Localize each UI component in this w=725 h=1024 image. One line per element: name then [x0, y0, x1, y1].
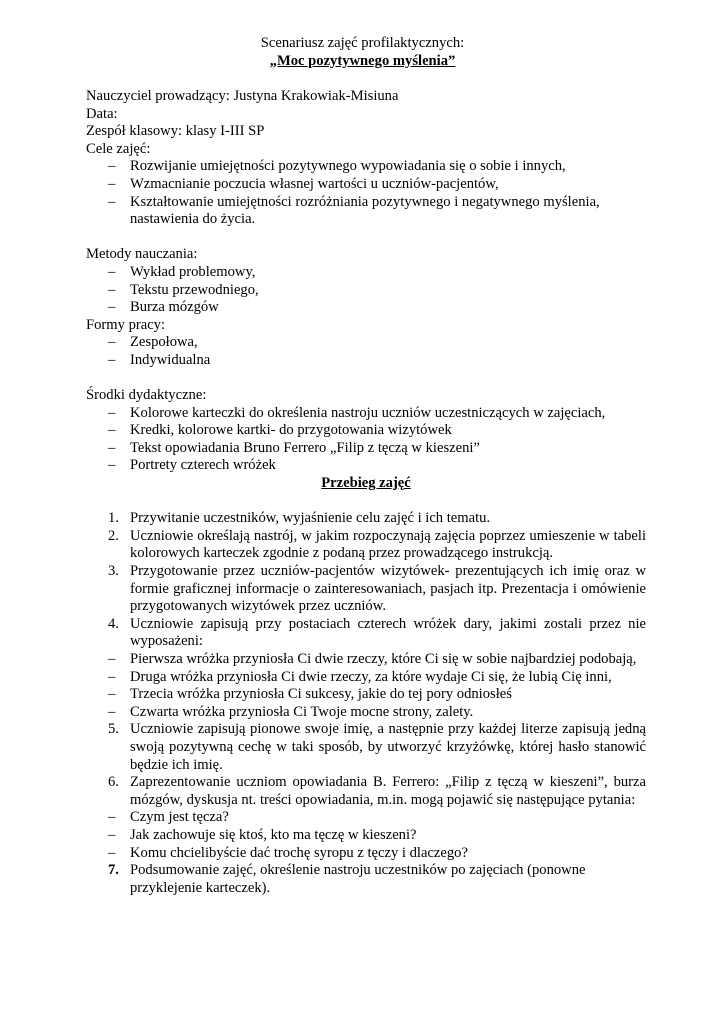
- spacer: [86, 229, 646, 247]
- step-subitem: – Druga wróżka przyniosła Ci dwie rzeczy, za które wydaje Ci się, że lubią Cię inni,: [108, 668, 612, 685]
- course-steps: [86, 510, 646, 897]
- dash-bullet: –: [108, 334, 116, 351]
- dash-bullet: –: [108, 651, 116, 667]
- dash-bullet: –: [108, 686, 116, 703]
- list-item: – Kredki, kolorowe kartki- do przygotowania wizytówek: [108, 422, 452, 439]
- spacer: [86, 370, 646, 388]
- dash-bullet: –: [108, 281, 116, 298]
- step-number: 2.: [108, 527, 119, 544]
- forms-list: [86, 334, 646, 369]
- list-item: – Tekstu przewodniego,: [108, 281, 259, 298]
- step-number: 5.: [108, 721, 119, 738]
- step-number: 7.: [108, 862, 119, 879]
- list-item: – Wykład problemowy,: [108, 263, 256, 280]
- date-line: Data:: [86, 105, 118, 122]
- step-number: 4.: [108, 615, 119, 632]
- goals-list: [86, 158, 646, 228]
- step-subitem: – Trzecia wróżka przyniosła Ci sukcesy, jakie do tej pory odniosłeś: [108, 686, 512, 703]
- resources-list: [86, 405, 646, 475]
- dash-bullet: –: [108, 299, 116, 316]
- step-subitem: – Czwarta wróżka przyniosła Ci Twoje mocne strony, zalety.: [108, 703, 474, 720]
- dash-bullet: –: [108, 351, 116, 368]
- list-item: – Zespołowa,: [108, 334, 198, 351]
- list-item: – Kształtowanie umiejętności rozróżniania pozytywnego i negatywnego myślenia, nastawienia do życia.: [108, 193, 600, 228]
- document-body: [86, 88, 646, 897]
- methods-list: [86, 264, 646, 317]
- list-item: – Tekst opowiadania Bruno Ferrero „Filip z tęczą w kieszeni”: [108, 439, 480, 456]
- document-subtitle: Scenariusz zajęć profilaktycznych:: [260, 35, 465, 51]
- dash-bullet: –: [108, 158, 116, 175]
- step-subitem: – Pierwsza wróżka przyniosła Ci dwie rzeczy, które Ci się w sobie najbardziej podobają,: [108, 651, 637, 667]
- step-item: 5. Uczniowie zapisują pionowe swoje imię, a następnie przy każdej literze zapisują jedną swoją pozytywną cechę w taki sposób, by utworzyć krzyżówkę, której hasło stanowić będzie ich imię.: [108, 721, 646, 773]
- spacer: [86, 493, 646, 511]
- dash-bullet: –: [108, 826, 116, 843]
- forms-label: Formy pracy:: [86, 316, 166, 333]
- step-item: 4. Uczniowie zapisują przy postaciach czterech wróżek dary, jakimi zostali przez nie wyposażeni:: [108, 615, 646, 650]
- list-item: – Indywidualna: [108, 351, 211, 368]
- list-item: – Burza mózgów: [108, 299, 219, 316]
- step-subitem: – Czym jest tęcza?: [108, 809, 229, 826]
- dash-bullet: –: [108, 457, 116, 474]
- step-subitem: – Komu chcielibyście dać trochę syropu z tęczy i dlaczego?: [108, 844, 468, 861]
- dash-bullet: –: [108, 809, 116, 826]
- step-item: 7. Podsumowanie zajęć, określenie nastroju uczestników po zajęciach (ponowne przyklejenie karteczek).: [108, 862, 586, 896]
- teacher-line: Nauczyciel prowadzący: Justyna Krakowiak-Misiuna: [86, 88, 399, 104]
- list-item: – Kolorowe karteczki do określenia nastroju uczniów uczestniczących w zajęciach,: [108, 404, 606, 421]
- list-item: – Rozwijanie umiejętności pozytywnego wypowiadania się o sobie i innych,: [108, 158, 566, 175]
- dash-bullet: –: [108, 668, 116, 685]
- dash-bullet: –: [108, 263, 116, 280]
- step-item: 1. Przywitanie uczestników, wyjaśnienie celu zajęć i ich tematu.: [108, 510, 491, 527]
- step-number: 6.: [108, 774, 119, 791]
- step-subitem: – Jak zachowuje się ktoś, kto ma tęczę w kieszeni?: [108, 826, 417, 843]
- dash-bullet: –: [108, 422, 116, 439]
- dash-bullet: –: [108, 844, 116, 861]
- class-line: Zespół klasowy: klasy I-III SP: [86, 123, 265, 140]
- dash-bullet: –: [108, 439, 116, 456]
- document-title: „Moc pozytywnego myślenia”: [269, 52, 456, 69]
- dash-bullet: –: [108, 193, 116, 210]
- dash-bullet: –: [108, 175, 116, 192]
- step-number: 3.: [108, 563, 119, 580]
- step-number: 1.: [108, 510, 119, 527]
- document-header: [0, 35, 725, 70]
- dash-bullet: –: [108, 703, 116, 720]
- dash-bullet: –: [108, 404, 116, 421]
- goals-label: Cele zajęć:: [86, 140, 151, 157]
- list-item: – Wzmacnianie poczucia własnej wartości u uczniów-pacjentów,: [108, 175, 499, 192]
- step-item: 3. Przygotowanie przez uczniów-pacjentów wizytówek- prezentujących ich imię oraz w formie graficznej informacje o zainteresowaniach, pasjach itp. Prezentacja i omówienie przygotowanych wizytówek przez uczniów.: [108, 563, 646, 615]
- step-item: 6. Zaprezentowanie uczniom opowiadania B. Ferrero: „Filip z tęczą w kieszeni”, burza mózgów, dyskusja nt. treści opowiadania, m.in. mogą pojawić się następujące pytania:: [108, 774, 646, 808]
- list-item: – Portrety czterech wróżek: [108, 457, 276, 474]
- methods-label: Metody nauczania:: [86, 246, 198, 263]
- course-title: Przebieg zajęć: [321, 475, 411, 492]
- step-item: 2. Uczniowie określają nastrój, w jakim rozpoczynają zajęcia poprzez umieszenie w tabeli kolorowych karteczek zgodnie z podaną przez prowadzącego instrukcją.: [108, 527, 646, 562]
- resources-label: Środki dydaktyczne:: [86, 387, 207, 404]
